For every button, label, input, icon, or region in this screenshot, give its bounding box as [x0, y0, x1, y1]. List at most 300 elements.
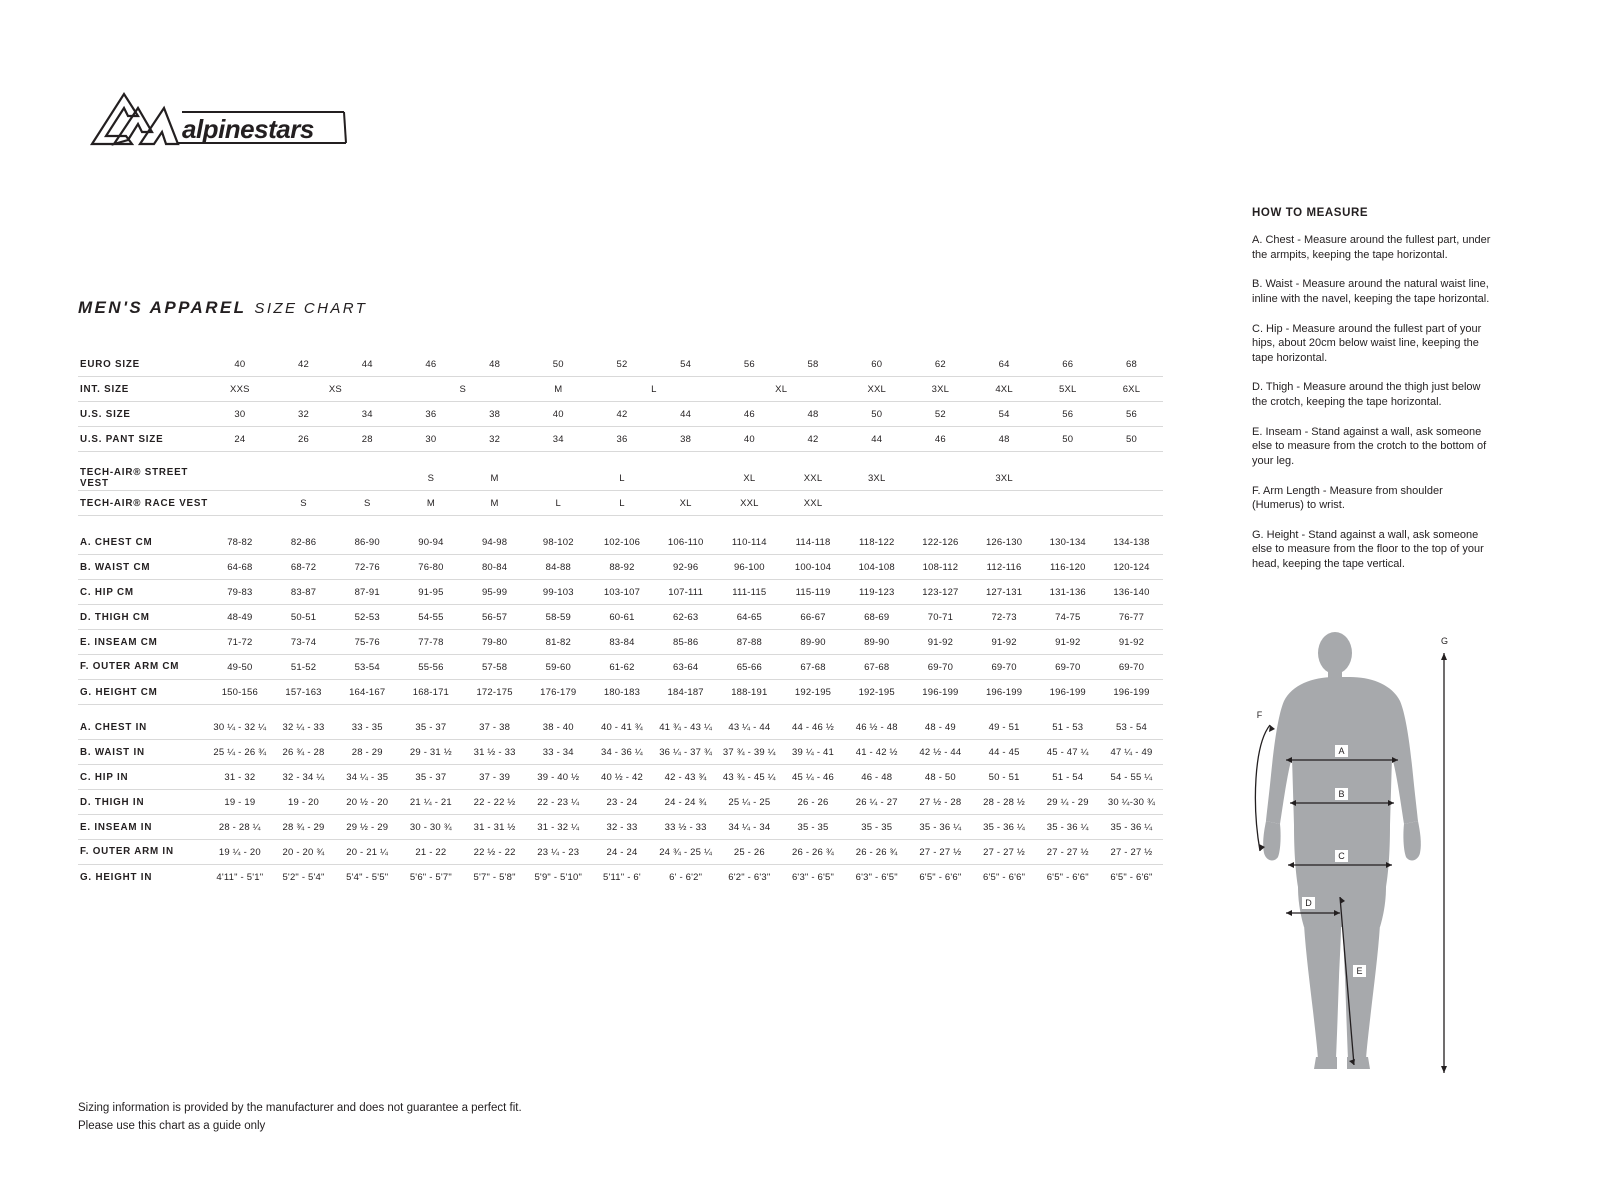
cell: 58-59 [526, 605, 590, 630]
cell: 92-96 [654, 555, 718, 580]
cell: 37 - 38 [463, 715, 527, 740]
cell: 74-75 [1036, 605, 1100, 630]
cell [1100, 491, 1164, 516]
cell: 30 ¼-30 ¾ [1100, 790, 1164, 815]
cell: 118-122 [845, 530, 909, 555]
cell: 62 [909, 352, 973, 377]
row-label-thigh-cm: D. THIGH CM [78, 605, 208, 630]
cell: 69-70 [1036, 655, 1100, 680]
cell: 25 - 26 [718, 840, 782, 865]
cell: 75-76 [335, 630, 399, 655]
cell: 26 - 26 ¾ [781, 840, 845, 865]
cell: 48 - 50 [909, 765, 973, 790]
cell: 91-92 [909, 630, 973, 655]
cell: 172-175 [463, 680, 527, 705]
cell [208, 491, 272, 516]
figure-label-c: C [1338, 851, 1345, 861]
cell: 56 [1100, 402, 1164, 427]
cell: 79-83 [208, 580, 272, 605]
cell: 21 ¼ - 21 [399, 790, 463, 815]
cell: 6'5" - 6'6" [919, 871, 962, 883]
cell: 98-102 [526, 530, 590, 555]
cell: 28 - 29 [335, 740, 399, 765]
cell: 56 [718, 352, 782, 377]
cell: 102-106 [590, 530, 654, 555]
figure-label-f: F [1256, 710, 1263, 720]
cell: 48 - 49 [909, 715, 973, 740]
cell: 67-68 [781, 655, 845, 680]
table-row [78, 740, 1163, 765]
cell: 5'6" - 5'7" [409, 871, 452, 883]
cell: 5'7" - 5'8" [473, 871, 516, 883]
cell: 52-53 [335, 605, 399, 630]
how-to-measure-heading: HOW TO MEASURE [1252, 207, 1369, 219]
cell: 180-183 [590, 680, 654, 705]
page-title-main: MEN'S APPAREL [78, 298, 247, 317]
cell: 23 - 24 [590, 790, 654, 815]
cell: XXS [208, 377, 272, 402]
cell: 45 - 47 ¼ [1036, 740, 1100, 765]
cell: 6'5" - 6'6" [1110, 871, 1153, 883]
table-row [78, 605, 1163, 630]
cell: 38 [654, 427, 718, 452]
cell: 91-92 [1100, 630, 1164, 655]
cell: XXL [845, 377, 909, 402]
row-label-us-size: U.S. SIZE [78, 402, 208, 427]
alpinestars-logo [78, 88, 348, 150]
cell: 41 - 42 ½ [845, 740, 909, 765]
cell: 32 [272, 402, 336, 427]
cell: 22 - 23 ¼ [526, 790, 590, 815]
row-label-hip-cm: C. HIP CM [78, 580, 208, 605]
row-label-outer-arm-cm: F. OUTER ARM CM [78, 655, 208, 680]
cell: 25 ¼ - 26 ¾ [208, 740, 272, 765]
cell: 20 - 21 ¼ [335, 840, 399, 865]
cell [272, 466, 336, 491]
cell: 65-66 [718, 655, 782, 680]
cell [1036, 491, 1100, 516]
row-label-us-pant-size: U.S. PANT SIZE [78, 427, 208, 452]
row-label-outer-arm-in: F. OUTER ARM IN [78, 840, 208, 865]
cell: 67-68 [845, 655, 909, 680]
cell: 71-72 [208, 630, 272, 655]
cell: 26 ¼ - 27 [845, 790, 909, 815]
svg-text:alpinestars: alpinestars [182, 114, 314, 144]
cell: 28 - 28 ¼ [208, 815, 272, 840]
cell: 76-80 [399, 555, 463, 580]
cell: 192-195 [781, 680, 845, 705]
figure-label-g: G [1440, 636, 1449, 646]
cell: 26 [272, 427, 336, 452]
cell: 99-103 [526, 580, 590, 605]
cell: 23 ¼ - 23 [526, 840, 590, 865]
cell: 3XL [972, 466, 1036, 491]
cell: 60-61 [590, 605, 654, 630]
cell: 26 - 26 ¾ [845, 840, 909, 865]
row-label-chest-cm: A. CHEST CM [78, 530, 208, 555]
cell: 35 - 36 ¼ [909, 815, 973, 840]
cell: 28 [335, 427, 399, 452]
table-row [78, 352, 1163, 377]
cell [1100, 466, 1164, 491]
cell: S [335, 491, 399, 516]
cell: 26 ¾ - 28 [272, 740, 336, 765]
cell: 36 [590, 427, 654, 452]
cell: 31 - 32 [208, 765, 272, 790]
cell: XL [654, 491, 718, 516]
cell: 43 ¼ - 44 [718, 715, 782, 740]
table-row [78, 402, 1163, 427]
cell: 50 [845, 402, 909, 427]
cell: 6'3" - 6'5" [855, 871, 898, 883]
cell: 42 [272, 352, 336, 377]
cell: 46 - 48 [845, 765, 909, 790]
size-chart-table [78, 352, 1163, 889]
cell: 114-118 [781, 530, 845, 555]
cell: 96-100 [718, 555, 782, 580]
cell: 123-127 [909, 580, 973, 605]
cell: 72-76 [335, 555, 399, 580]
cell: 131-136 [1036, 580, 1100, 605]
cell: 20 ½ - 20 [335, 790, 399, 815]
cell: 6'5" - 6'6" [1046, 871, 1089, 883]
cell: 37 - 39 [463, 765, 527, 790]
cell: 82-86 [272, 530, 336, 555]
cell: 42 ½ - 44 [909, 740, 973, 765]
cell: 47 ¼ - 49 [1100, 740, 1164, 765]
cell: L [590, 466, 654, 491]
row-label-euro-size: EURO SIZE [78, 352, 208, 377]
how-to-measure-panel [1252, 207, 1492, 587]
cell: 24 [208, 427, 272, 452]
cell: 19 - 19 [208, 790, 272, 815]
cell: 50-51 [272, 605, 336, 630]
cell: 5'9" - 5'10" [534, 871, 583, 883]
cell: 35 - 37 [399, 765, 463, 790]
cell: 130-134 [1036, 530, 1100, 555]
cell: 126-130 [972, 530, 1036, 555]
cell: 76-77 [1100, 605, 1164, 630]
cell: 100-104 [781, 555, 845, 580]
cell: 20 - 20 ¾ [272, 840, 336, 865]
cell: L [590, 491, 654, 516]
disclaimer-line-2: Please use this chart as a guide only [78, 1119, 266, 1132]
cell: 106-110 [654, 530, 718, 555]
cell: 38 - 40 [526, 715, 590, 740]
cell: 63-64 [654, 655, 718, 680]
cell: M [463, 466, 527, 491]
cell: 53-54 [335, 655, 399, 680]
cell: 4XL [972, 377, 1036, 402]
cell: 50 [526, 352, 590, 377]
table-row [78, 865, 1163, 890]
cell: 69-70 [972, 655, 1036, 680]
cell: 5'11" - 6' [603, 871, 641, 883]
table-row [78, 427, 1163, 452]
cell: 31 ½ - 33 [463, 740, 527, 765]
cell: 51 - 53 [1036, 715, 1100, 740]
cell: L [526, 491, 590, 516]
cell: 184-187 [654, 680, 718, 705]
cell: 80-84 [463, 555, 527, 580]
cell: 41 ¾ - 43 ¼ [654, 715, 718, 740]
cell: 87-91 [335, 580, 399, 605]
measure-instruction-thigh: D. Thigh - Measure around the thigh just below the crotch, keeping the tape horizontal. [1252, 381, 1481, 408]
cell: 34 - 36 ¼ [590, 740, 654, 765]
cell: 50 [1100, 427, 1164, 452]
row-label-height-in: G. HEIGHT IN [80, 871, 153, 883]
table-row [78, 555, 1163, 580]
cell: 29 ¼ - 29 [1036, 790, 1100, 815]
cell: 27 - 27 ½ [1036, 840, 1100, 865]
cell: 91-95 [399, 580, 463, 605]
cell: 29 ½ - 29 [335, 815, 399, 840]
cell: 34 ¼ - 35 [335, 765, 399, 790]
cell: 27 - 27 ½ [1100, 840, 1164, 865]
cell: 68 [1100, 352, 1164, 377]
cell [335, 466, 399, 491]
cell: 27 - 27 ½ [972, 840, 1036, 865]
cell: 111-115 [718, 580, 782, 605]
cell: 6'2" - 6'3" [728, 871, 771, 883]
cell: 157-163 [272, 680, 336, 705]
cell: 91-92 [1036, 630, 1100, 655]
cell: 84-88 [526, 555, 590, 580]
cell: 22 - 22 ½ [463, 790, 527, 815]
cell: 39 ¼ - 41 [781, 740, 845, 765]
cell: 110-114 [718, 530, 782, 555]
cell: 61-62 [590, 655, 654, 680]
table-row [78, 840, 1163, 865]
cell: 43 ¾ - 45 ¼ [718, 765, 782, 790]
cell: 90-94 [399, 530, 463, 555]
table-row [78, 491, 1163, 516]
cell: 44 - 45 [972, 740, 1036, 765]
cell: 5XL [1036, 377, 1100, 402]
cell: 40 ½ - 42 [590, 765, 654, 790]
cell: 56 [1036, 402, 1100, 427]
cell: 81-82 [526, 630, 590, 655]
table-row [78, 815, 1163, 840]
cell: 36 ¼ - 37 ¾ [654, 740, 718, 765]
cell: 27 ½ - 28 [909, 790, 973, 815]
cell: 33 - 34 [526, 740, 590, 765]
cell: 54 - 55 ¼ [1100, 765, 1164, 790]
body-measurement-diagram [1240, 625, 1470, 1080]
cell: 107-111 [654, 580, 718, 605]
cell [972, 491, 1036, 516]
row-label-int-size: INT. SIZE [78, 377, 208, 402]
cell: 176-179 [526, 680, 590, 705]
cell: 48 [463, 352, 527, 377]
cell: 104-108 [845, 555, 909, 580]
cell: M [526, 377, 590, 402]
cell: 53 - 54 [1100, 715, 1164, 740]
cell: 37 ¾ - 39 ¼ [718, 740, 782, 765]
row-label-chest-in: A. CHEST IN [78, 715, 208, 740]
row-label-street-vest: TECH-AIR® STREET VEST [78, 466, 208, 491]
cell: XS [272, 377, 399, 402]
cell: 35 - 35 [845, 815, 909, 840]
cell: 46 ½ - 48 [845, 715, 909, 740]
cell: 79-80 [463, 630, 527, 655]
measure-instruction-height: G. Height - Stand against a wall, ask someone else to measure from the floor to the top of your head, keeping the tape vertical. [1252, 528, 1484, 570]
cell: 83-87 [272, 580, 336, 605]
cell: 58 [781, 352, 845, 377]
cell: 32 - 34 ¼ [272, 765, 336, 790]
cell: 36 [399, 402, 463, 427]
cell: 30 [399, 427, 463, 452]
row-label-hip-in: C. HIP IN [78, 765, 208, 790]
cell: 196-199 [1100, 680, 1164, 705]
cell: 52 [590, 352, 654, 377]
cell: XXL [781, 491, 845, 516]
cell: 48 [781, 402, 845, 427]
cell [654, 466, 718, 491]
cell: 27 - 27 ½ [909, 840, 973, 865]
table-spacer [78, 516, 1163, 531]
cell: 21 - 22 [399, 840, 463, 865]
table-row [78, 715, 1163, 740]
cell: 35 - 36 ¼ [1036, 815, 1100, 840]
cell: XL [718, 466, 782, 491]
cell: 49-50 [208, 655, 272, 680]
cell: 164-167 [335, 680, 399, 705]
cell: 119-123 [845, 580, 909, 605]
cell [909, 466, 973, 491]
cell: 5'2" - 5'4" [282, 871, 325, 883]
cell: 34 ¼ - 34 [718, 815, 782, 840]
cell: 51-52 [272, 655, 336, 680]
cell: 40 [718, 427, 782, 452]
table-spacer [78, 705, 1163, 716]
cell: XXL [781, 466, 845, 491]
measure-instruction-arm-length: F. Arm Length - Measure from shoulder (Humerus) to wrist. [1252, 484, 1443, 512]
cell: 60 [845, 352, 909, 377]
row-label-thigh-in: D. THIGH IN [78, 790, 208, 815]
cell: 6' - 6'2" [669, 871, 703, 883]
cell: 73-74 [272, 630, 336, 655]
cell: 192-195 [845, 680, 909, 705]
cell: 3XL [909, 377, 973, 402]
cell: 30 [208, 402, 272, 427]
cell: XL [718, 377, 845, 402]
cell: 54 [654, 352, 718, 377]
cell: 64-68 [208, 555, 272, 580]
cell [208, 466, 272, 491]
cell: S [399, 377, 526, 402]
cell: 50 [1036, 427, 1100, 452]
cell: 44 [654, 402, 718, 427]
cell: 59-60 [526, 655, 590, 680]
cell: 44 - 46 ½ [781, 715, 845, 740]
cell: 29 - 31 ½ [399, 740, 463, 765]
cell: 150-156 [208, 680, 272, 705]
row-label-inseam-cm: E. INSEAM CM [78, 630, 208, 655]
measure-instruction-chest: A. Chest - Measure around the fullest part, under the armpits, keeping the tape horizontal. [1252, 234, 1491, 261]
cell: 46 [399, 352, 463, 377]
table-row [78, 790, 1163, 815]
cell: 196-199 [1036, 680, 1100, 705]
table-row [78, 377, 1163, 402]
cell: 48-49 [208, 605, 272, 630]
cell: 64 [972, 352, 1036, 377]
cell: 6'3" - 6'5" [791, 871, 835, 883]
figure-label-a: A [1338, 746, 1345, 756]
cell: 22 ½ - 22 [463, 840, 527, 865]
cell: 85-86 [654, 630, 718, 655]
cell: 35 - 35 [781, 815, 845, 840]
cell [1036, 466, 1100, 491]
cell: 134-138 [1100, 530, 1164, 555]
cell: 31 - 31 ½ [463, 815, 527, 840]
cell: L [590, 377, 717, 402]
cell: 35 - 36 ¼ [972, 815, 1036, 840]
cell: 78-82 [208, 530, 272, 555]
cell: 35 - 37 [399, 715, 463, 740]
cell: 120-124 [1100, 555, 1164, 580]
cell: 24 ¾ - 25 ¼ [654, 840, 718, 865]
cell: 69-70 [1100, 655, 1164, 680]
table-row [78, 680, 1163, 705]
cell: 87-88 [718, 630, 782, 655]
cell: 122-126 [909, 530, 973, 555]
cell: 40 [208, 352, 272, 377]
cell: 51 - 54 [1036, 765, 1100, 790]
cell: S [399, 466, 463, 491]
table-row [78, 655, 1163, 680]
cell: 83-84 [590, 630, 654, 655]
cell: 34 [526, 427, 590, 452]
cell: 52 [909, 402, 973, 427]
cell: 116-120 [1036, 555, 1100, 580]
cell: 108-112 [909, 555, 973, 580]
cell: 89-90 [781, 630, 845, 655]
disclaimer-line-1: Sizing information is provided by the manufacturer and does not guarantee a perfect fit. [78, 1102, 522, 1114]
cell: 69-70 [909, 655, 973, 680]
cell: 115-119 [781, 580, 845, 605]
table-row [78, 530, 1163, 555]
cell: 68-69 [845, 605, 909, 630]
cell: 3XL [845, 466, 909, 491]
measure-instruction-waist: B. Waist - Measure around the natural waist line, inline with the navel, keeping the tape horizontal. [1252, 278, 1490, 305]
cell: 66-67 [781, 605, 845, 630]
cell: 50 - 51 [972, 765, 1036, 790]
cell: 49 - 51 [972, 715, 1036, 740]
table-row [78, 630, 1163, 655]
cell: 196-199 [909, 680, 973, 705]
cell: 44 [845, 427, 909, 452]
row-label-waist-in: B. WAIST IN [78, 740, 208, 765]
cell: 34 [335, 402, 399, 427]
cell: 54 [972, 402, 1036, 427]
cell: 30 - 30 ¾ [399, 815, 463, 840]
cell: 127-131 [972, 580, 1036, 605]
cell: 55-56 [399, 655, 463, 680]
measure-instruction-inseam: E. Inseam - Stand against a wall, ask someone else to measure from the crotch to the bottom of your leg. [1252, 425, 1487, 467]
cell: 4'11" - 5'1" [216, 871, 264, 883]
disclaimer [78, 1100, 522, 1136]
cell: XXL [718, 491, 782, 516]
cell: 6XL [1100, 377, 1164, 402]
cell: 33 ½ - 33 [654, 815, 718, 840]
cell: 35 - 36 ¼ [1100, 815, 1164, 840]
page-title [78, 298, 367, 318]
cell: M [463, 491, 527, 516]
cell: 6'5" - 6'6" [983, 871, 1026, 883]
cell: 56-57 [463, 605, 527, 630]
cell: 42 [781, 427, 845, 452]
